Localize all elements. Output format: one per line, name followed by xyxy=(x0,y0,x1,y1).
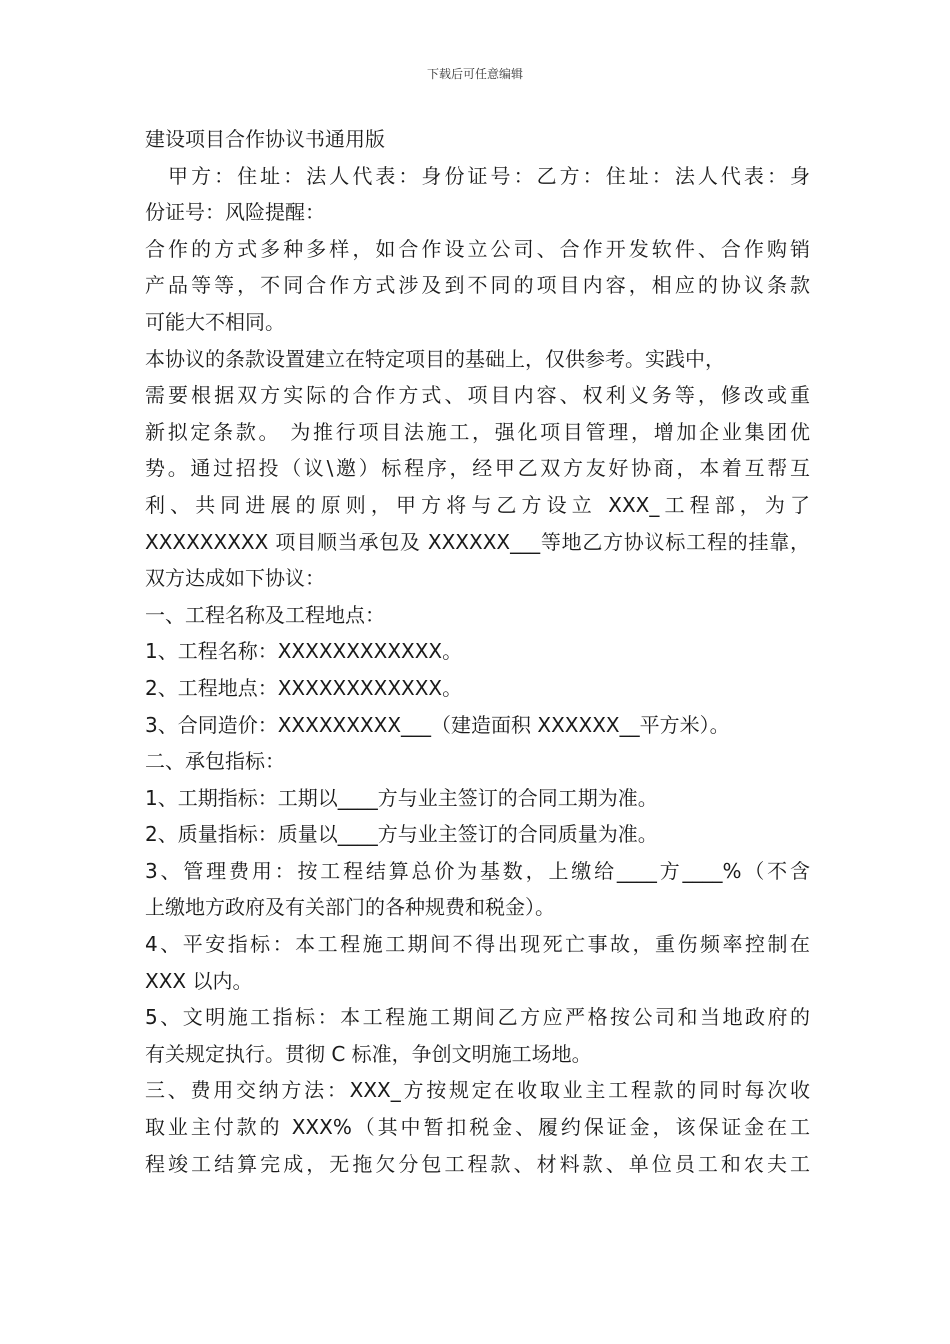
text-line: 双方达成如下协议： xyxy=(145,566,325,591)
text-line: 2、工程地点：XXXXXXXXXXXX。 xyxy=(145,675,463,700)
text-line: 1、工期指标：工期以____方与业主签订的合同工期为准。 xyxy=(145,785,658,810)
text-line: 合作的方式多种多样，如合作设立公司、合作开发软件、合作购销 xyxy=(145,236,810,261)
text-line: 份证号：风险提醒： xyxy=(145,200,325,225)
text-line: 本协议的条款设置建立在特定项目的基础上，仅供参考。实践中， xyxy=(145,346,725,371)
text-line: XXX 以内。 xyxy=(145,968,253,993)
section-heading: 二、承包指标： xyxy=(145,749,285,774)
section-heading: 三、费用交纳方法：XXX_方按规定在收取业主工程款的同时每次收 xyxy=(145,1078,810,1103)
text-line: 新拟定条款。 为推行项目法施工，强化项目管理，增加企业集团优 xyxy=(145,419,810,444)
text-line: 甲方：住址：法人代表：身份证号：乙方：住址：法人代表：身 xyxy=(145,163,810,188)
text-line: 3、管理费用：按工程结算总价为基数，上缴给____方____%（不含 xyxy=(145,858,810,883)
text-line: 有关规定执行。贯彻 C 标准，争创文明施工场地。 xyxy=(145,1041,592,1066)
text-line: 5、文明施工指标：本工程施工期间乙方应严格按公司和当地政府的 xyxy=(145,1005,810,1030)
text-line: 1、工程名称：XXXXXXXXXXXX。 xyxy=(145,639,463,664)
document-title: 建设项目合作协议书通用版 xyxy=(145,127,385,151)
section-heading: 一、工程名称及工程地点： xyxy=(145,602,385,627)
text-line: 可能大不相同。 xyxy=(145,309,285,334)
text-line: 利、共同进展的原则，甲方将与乙方设立 XXX_工程部，为了 xyxy=(145,492,810,517)
document-body xyxy=(145,121,810,1182)
page-header-note: 下载后可任意编辑 xyxy=(426,67,523,81)
text-line: XXXXXXXXX 项目顺当承包及 XXXXXX___等地乙方协议标工程的挂靠， xyxy=(145,529,810,554)
text-line: 程竣工结算完成，无拖欠分包工程款、材料款、单位员工和农夫工 xyxy=(145,1151,810,1176)
text-line: 取业主付款的 XXX%（其中暂扣税金、履约保证金，该保证金在工 xyxy=(145,1115,810,1140)
text-line: 4、平安指标：本工程施工期间不得出现死亡事故，重伤频率控制在 xyxy=(145,932,810,957)
text-line: 2、质量指标：质量以____方与业主签订的合同质量为准。 xyxy=(145,822,658,847)
text-line: 上缴地方政府及有关部门的各种规费和税金）。 xyxy=(145,895,555,920)
text-line: 产品等等，不同合作方式涉及到不同的项目内容，相应的协议条款 xyxy=(145,273,810,298)
text-line: 势。通过招投（议\邀）标程序，经甲乙双方友好协商，本着互帮互 xyxy=(145,456,810,481)
text-line: 需要根据双方实际的合作方式、项目内容、权利义务等，修改或重 xyxy=(145,383,810,408)
text-line: 3、合同造价：XXXXXXXXX___（建造面积 XXXXXX__平方米）。 xyxy=(145,712,730,737)
